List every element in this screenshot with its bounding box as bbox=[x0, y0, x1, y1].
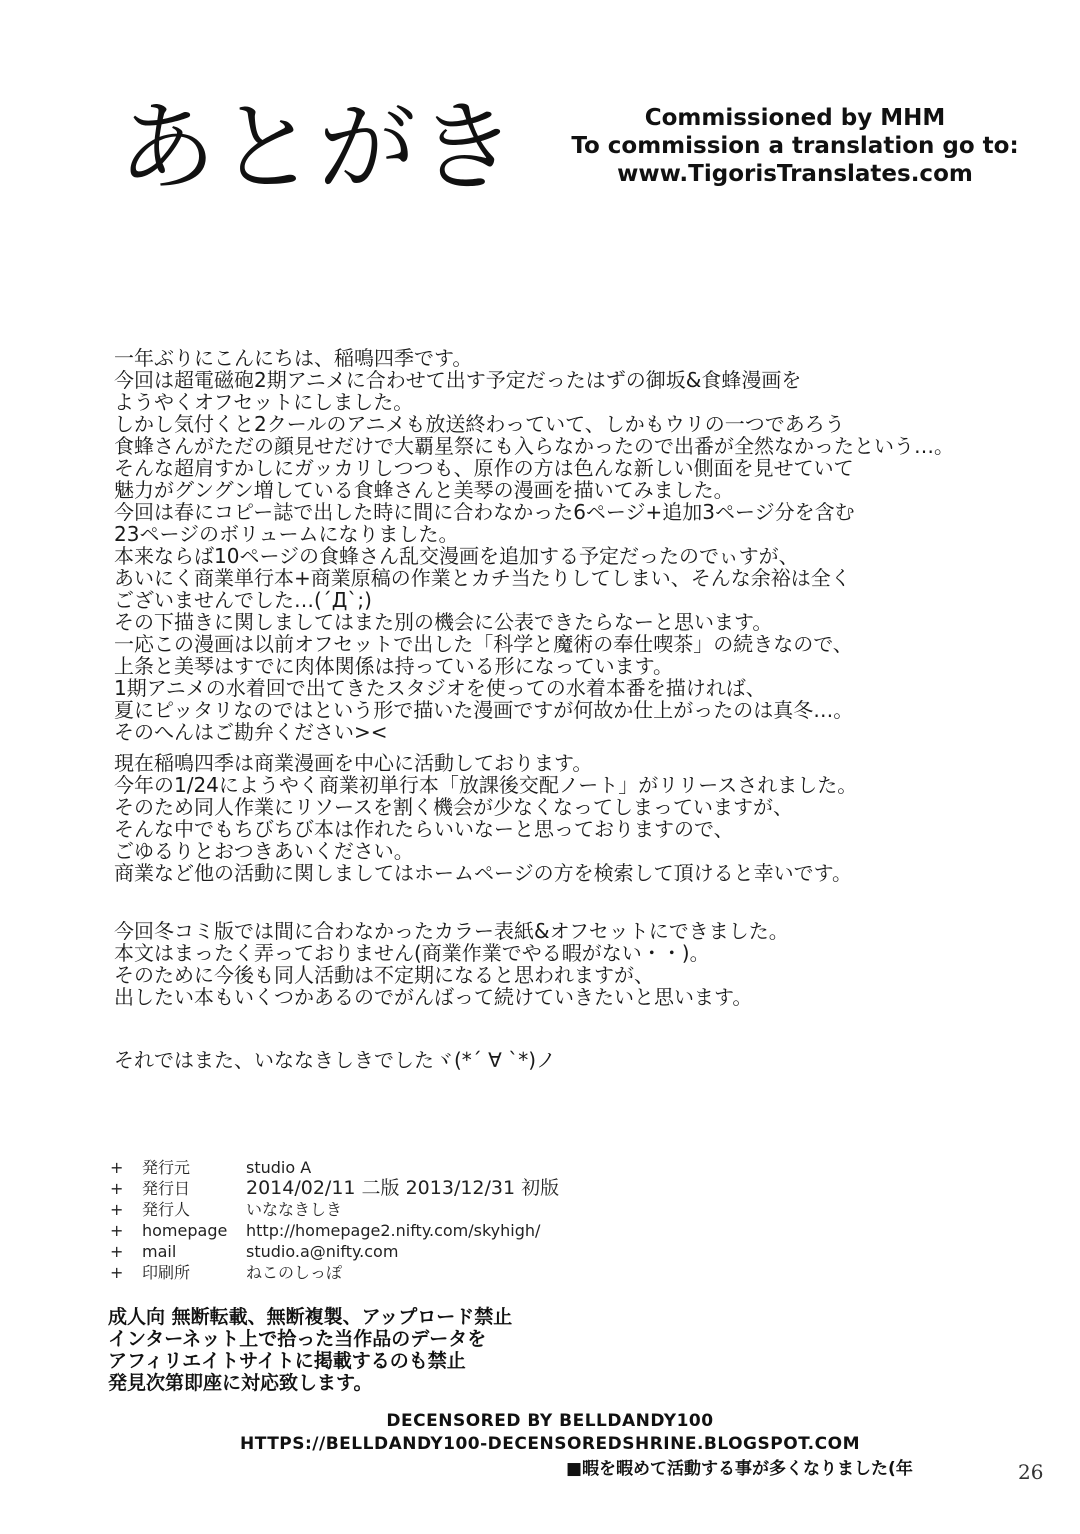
text-line: しかし気付くと2クールのアニメも放送終わっていて、しかもウリの一つであろう bbox=[114, 412, 845, 436]
text-line: 本文はまったく弄っておりません(商業作業でやる暇がない・・)。 bbox=[114, 941, 710, 965]
colophon-row-date bbox=[110, 1178, 710, 1199]
text-line: ようやくオフセットにしました。 bbox=[114, 390, 414, 414]
colophon-value: ねこのしっぽ bbox=[246, 1263, 343, 1282]
notice-line: インターネット上で拾った当作品のデータを bbox=[108, 1328, 487, 1350]
colophon-value: いななきしき bbox=[246, 1200, 343, 1219]
plus-marker: + bbox=[110, 1242, 124, 1261]
colophon-value: 2014/02/11 二版 2013/12/31 初版 bbox=[246, 1177, 560, 1199]
text-line: そのへんはご勘弁ください>< bbox=[114, 720, 388, 744]
text-line: ございませんでした…(´Д`;) bbox=[114, 588, 372, 612]
text-line: 出したい本もいくつかあるのでがんばって続けていきたいと思います。 bbox=[114, 985, 753, 1009]
colophon-row-printer bbox=[110, 1262, 710, 1283]
credit-line: Commissioned by MHM bbox=[644, 105, 946, 131]
credit-line: To commission a translation go to: bbox=[571, 133, 1019, 159]
text-line: 夏にピッタリなのではという形で描いた漫画ですが何故か仕上がったのは真冬…。 bbox=[114, 698, 854, 722]
text-line: ごゆるりとおつきあいください。 bbox=[114, 839, 414, 863]
afterword-paragraph-2 bbox=[114, 752, 1014, 884]
text-line: 今回は超電磁砲2期アニメに合わせて出す予定だったはずの御坂&食蜂漫画を bbox=[114, 368, 802, 392]
text-line: そのため同人作業にリソースを割く機会が少なくなってしまっていますが、 bbox=[114, 795, 793, 819]
text-line: 今年の1/24にようやく商業初単行本「放課後交配ノート」がリリースされました。 bbox=[114, 773, 858, 797]
text-line: 魅力がグングン増している食蜂さんと美琴の漫画を描いてみました。 bbox=[114, 478, 734, 502]
text-line: 一年ぶりにこんにちは、稲鳴四季です。 bbox=[114, 346, 473, 370]
colophon-value: studio.a@nifty.com bbox=[246, 1242, 399, 1261]
plus-marker: + bbox=[110, 1221, 124, 1240]
colophon-label: 発行元 bbox=[142, 1158, 191, 1177]
text-line: そのために今後も同人活動は不定期になると思われますが、 bbox=[114, 963, 654, 987]
colophon-label: 発行人 bbox=[142, 1200, 191, 1219]
credit-url: www.TigorisTranslates.com bbox=[617, 161, 973, 187]
text-line: 1期アニメの水着回で出てきたスタジオを使っての水着本番を描ければ、 bbox=[114, 676, 766, 700]
afterword-paragraph-1 bbox=[114, 347, 1014, 743]
colophon-label: 印刷所 bbox=[142, 1263, 191, 1282]
text-line: 今回は春にコピー誌で出した時に間に合わなかった6ページ+追加3ページ分を含む bbox=[114, 500, 855, 524]
plus-marker: + bbox=[110, 1263, 124, 1282]
text-line: その下描きに関しましてはまた別の機会に公表できたらなーと思います。 bbox=[114, 610, 773, 634]
text-line: 食蜂さんがただの顔見せだけで大覇星祭にも入らなかったので出番が全然なかったという…。 bbox=[114, 434, 954, 458]
colophon-label: homepage bbox=[142, 1221, 228, 1240]
translation-credit bbox=[560, 104, 1030, 188]
footnote: ■暇を暇めて活動する事が多くなりました(年 bbox=[566, 1459, 913, 1479]
text-line: 上条と美琴はすでに肉体関係は持っている形になっています。 bbox=[114, 654, 673, 678]
text-line: 今回冬コミ版では間に合わなかったカラー表紙&オフセットにできました。 bbox=[114, 919, 789, 943]
text-line: 本来ならば10ページの食蜂さん乱交漫画を追加する予定だったのでぃすが、 bbox=[114, 544, 799, 568]
colophon-row-homepage bbox=[110, 1220, 710, 1241]
text-line: 現在稲鳴四季は商業漫画を中心に活動しております。 bbox=[114, 751, 593, 775]
text-line: そんな超肩すかしにガッカリしつつも、原作の方は色んな新しい側面を見せていて bbox=[114, 456, 854, 480]
colophon-value: studio A bbox=[246, 1158, 312, 1177]
text-line: そんな中でもちびちび本は作れたらいいなーと思っておりますので、 bbox=[114, 817, 734, 841]
colophon bbox=[110, 1157, 710, 1283]
page-title: あとがき bbox=[118, 91, 519, 205]
notice-line: 発見次第即座に対応致します。 bbox=[108, 1372, 373, 1394]
decensor-credit bbox=[200, 1410, 900, 1456]
text-line: それではまた、いななきしきでしたヾ(*´ ∀ `*)ノ bbox=[114, 1048, 557, 1072]
text-line: 一応この漫画は以前オフセットで出した「科学と魔術の奉仕喫茶」の続きなので、 bbox=[114, 632, 853, 656]
colophon-value: http://homepage2.nifty.com/skyhigh/ bbox=[246, 1221, 541, 1240]
colophon-row-publisher bbox=[110, 1157, 710, 1178]
colophon-row-author bbox=[110, 1199, 710, 1220]
plus-marker: + bbox=[110, 1200, 124, 1219]
notice-line: アフィリエイトサイトに掲載するのも禁止 bbox=[108, 1350, 466, 1372]
text-line: あいにく商業単行本+商業原稿の作業とカチ当たりしてしまい、そんな余裕は全く bbox=[114, 566, 851, 590]
notice-line: 成人向 無断転載、無断複製、アップロード禁止 bbox=[108, 1306, 513, 1328]
copyright-notice bbox=[108, 1306, 668, 1394]
colophon-row-mail bbox=[110, 1241, 710, 1262]
decensor-line: DECENSORED BY BELLDANDY100 bbox=[386, 1411, 714, 1431]
afterword-closing bbox=[114, 1049, 1014, 1071]
decensor-url: HTTPS://BELLDANDY100-DECENSOREDSHRINE.BLOGSPOT.COM bbox=[240, 1434, 860, 1454]
colophon-label: 発行日 bbox=[142, 1179, 191, 1198]
plus-marker: + bbox=[110, 1158, 124, 1177]
plus-marker: + bbox=[110, 1179, 124, 1198]
page-number: 26 bbox=[1018, 1460, 1044, 1484]
text-line: 商業など他の活動に関しましてはホームページの方を検索して頂けると幸いです。 bbox=[114, 861, 852, 885]
afterword-paragraph-3 bbox=[114, 920, 1014, 1008]
colophon-label: mail bbox=[142, 1242, 177, 1261]
text-line: 23ページのボリュームになりました。 bbox=[114, 522, 459, 546]
